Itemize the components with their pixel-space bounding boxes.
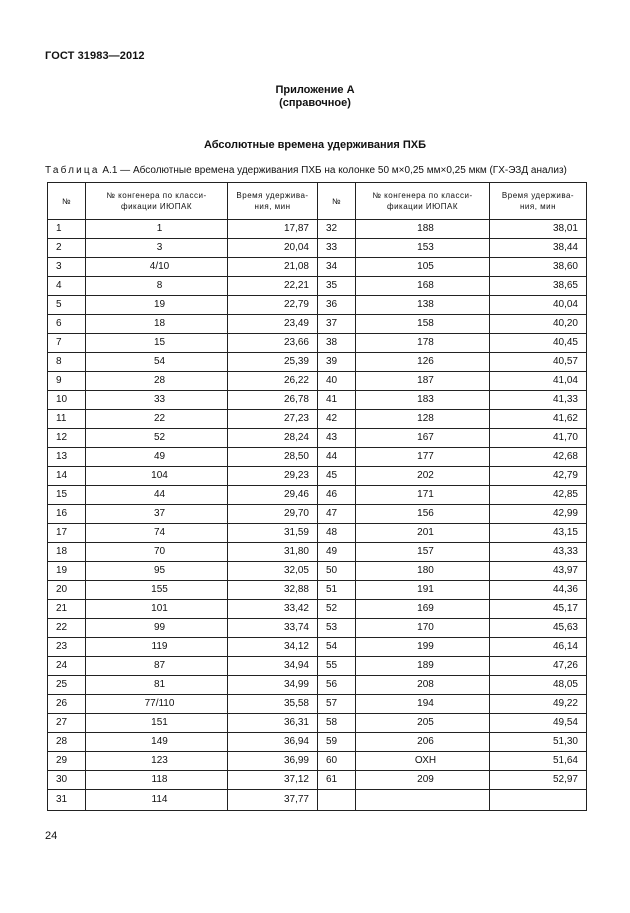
cell-number-left: 21	[48, 600, 86, 619]
cell-congener-right: 209	[356, 771, 490, 790]
cell-time-right: 43,97	[490, 562, 587, 581]
table-caption-prefix: Таблица	[45, 165, 100, 176]
cell-number-left: 24	[48, 657, 86, 676]
cell-time-left: 34,94	[228, 657, 318, 676]
cell-congener-left: 87	[86, 657, 228, 676]
cell-congener-right: 178	[356, 334, 490, 353]
cell-congener-left: 155	[86, 581, 228, 600]
table-row	[48, 676, 587, 695]
cell-congener-right: 128	[356, 410, 490, 429]
cell-time-left: 26,78	[228, 391, 318, 410]
cell-number-left: 28	[48, 733, 86, 752]
cell-time-right: 42,79	[490, 467, 587, 486]
cell-congener-left: 4/10	[86, 258, 228, 277]
table-row	[48, 258, 587, 277]
cell-congener-left: 118	[86, 771, 228, 790]
table-row	[48, 372, 587, 391]
cell-time-left: 37,12	[228, 771, 318, 790]
cell-time-left: 35,58	[228, 695, 318, 714]
cell-time-right: 42,99	[490, 505, 587, 524]
cell-number-right: 46	[318, 486, 356, 505]
cell-congener-left: 3	[86, 239, 228, 258]
cell-number-right: 45	[318, 467, 356, 486]
cell-congener-right: 180	[356, 562, 490, 581]
annex-heading	[0, 84, 630, 110]
cell-congener-right: 169	[356, 600, 490, 619]
header-congener-right: № конгенера по класси- фикации ИЮПАК	[356, 183, 490, 220]
cell-number-right: 55	[318, 657, 356, 676]
cell-time-left: 23,49	[228, 315, 318, 334]
cell-time-right: 38,65	[490, 277, 587, 296]
cell-time-left: 33,74	[228, 619, 318, 638]
cell-number-right: 54	[318, 638, 356, 657]
cell-number-left: 20	[48, 581, 86, 600]
header-time-right: Время удержива- ния, мин	[490, 183, 587, 220]
cell-time-right	[490, 790, 587, 811]
cell-time-right: 41,62	[490, 410, 587, 429]
cell-time-left: 25,39	[228, 353, 318, 372]
cell-number-right: 37	[318, 315, 356, 334]
header-number-right: №	[318, 183, 356, 220]
table-caption-text: А.1 — Абсолютные времена удерживания ПХБ на колонке 50 м×0,25 мм×0,25 мкм (ГХ-ЭЗД анализ)	[99, 165, 567, 176]
cell-time-left: 21,08	[228, 258, 318, 277]
cell-number-left: 9	[48, 372, 86, 391]
table-body	[48, 220, 587, 811]
table-row	[48, 600, 587, 619]
cell-number-right: 35	[318, 277, 356, 296]
cell-congener-right: 171	[356, 486, 490, 505]
cell-congener-right: 187	[356, 372, 490, 391]
page-number: 24	[45, 830, 58, 842]
cell-number-right: 42	[318, 410, 356, 429]
cell-time-right: 38,01	[490, 220, 587, 239]
table-row	[48, 296, 587, 315]
cell-congener-left: 1	[86, 220, 228, 239]
cell-number-right: 58	[318, 714, 356, 733]
cell-congener-left: 149	[86, 733, 228, 752]
cell-number-left: 29	[48, 752, 86, 771]
cell-number-right: 39	[318, 353, 356, 372]
cell-congener-left: 15	[86, 334, 228, 353]
cell-time-right: 48,05	[490, 676, 587, 695]
table-row	[48, 448, 587, 467]
cell-number-left: 12	[48, 429, 86, 448]
table-row	[48, 714, 587, 733]
cell-congener-left: 70	[86, 543, 228, 562]
cell-time-right: 44,36	[490, 581, 587, 600]
cell-time-left: 26,22	[228, 372, 318, 391]
cell-number-left: 18	[48, 543, 86, 562]
table-caption	[45, 165, 590, 176]
cell-congener-left: 54	[86, 353, 228, 372]
cell-time-right: 40,04	[490, 296, 587, 315]
table-row	[48, 790, 587, 811]
cell-number-left: 31	[48, 790, 86, 811]
cell-number-right: 50	[318, 562, 356, 581]
cell-congener-left: 19	[86, 296, 228, 315]
table-row	[48, 771, 587, 790]
cell-time-right: 47,26	[490, 657, 587, 676]
cell-congener-left: 33	[86, 391, 228, 410]
cell-time-right: 43,15	[490, 524, 587, 543]
cell-number-right	[318, 790, 356, 811]
cell-number-right: 51	[318, 581, 356, 600]
cell-number-left: 11	[48, 410, 86, 429]
cell-congener-right: 202	[356, 467, 490, 486]
cell-congener-left: 104	[86, 467, 228, 486]
table-row	[48, 752, 587, 771]
table-row	[48, 429, 587, 448]
cell-congener-right: 168	[356, 277, 490, 296]
table-row	[48, 543, 587, 562]
cell-number-left: 3	[48, 258, 86, 277]
cell-number-left: 15	[48, 486, 86, 505]
cell-number-left: 26	[48, 695, 86, 714]
cell-number-right: 60	[318, 752, 356, 771]
cell-number-left: 13	[48, 448, 86, 467]
cell-congener-left: 95	[86, 562, 228, 581]
cell-congener-left: 49	[86, 448, 228, 467]
section-title: Абсолютные времена удерживания ПХБ	[203, 139, 427, 151]
table-row	[48, 486, 587, 505]
table-row	[48, 391, 587, 410]
cell-time-right: 49,54	[490, 714, 587, 733]
cell-congener-right	[356, 790, 490, 811]
cell-number-left: 23	[48, 638, 86, 657]
cell-congener-left: 119	[86, 638, 228, 657]
cell-time-right: 38,44	[490, 239, 587, 258]
cell-number-left: 8	[48, 353, 86, 372]
cell-time-right: 43,33	[490, 543, 587, 562]
cell-number-left: 1	[48, 220, 86, 239]
cell-number-right: 53	[318, 619, 356, 638]
table-row	[48, 315, 587, 334]
cell-number-right: 32	[318, 220, 356, 239]
cell-congener-left: 123	[86, 752, 228, 771]
header-time-left: Время удержива- ния, мин	[228, 183, 318, 220]
cell-congener-left: 28	[86, 372, 228, 391]
cell-congener-right: 170	[356, 619, 490, 638]
table-row	[48, 657, 587, 676]
cell-congener-right: 158	[356, 315, 490, 334]
cell-number-left: 19	[48, 562, 86, 581]
cell-time-left: 28,50	[228, 448, 318, 467]
table-row	[48, 505, 587, 524]
cell-number-right: 33	[318, 239, 356, 258]
cell-number-right: 59	[318, 733, 356, 752]
cell-congener-left: 52	[86, 429, 228, 448]
cell-time-right: 45,63	[490, 619, 587, 638]
cell-time-left: 33,42	[228, 600, 318, 619]
cell-number-right: 52	[318, 600, 356, 619]
cell-number-left: 5	[48, 296, 86, 315]
cell-time-left: 23,66	[228, 334, 318, 353]
table-row	[48, 239, 587, 258]
cell-congener-left: 37	[86, 505, 228, 524]
cell-time-left: 29,23	[228, 467, 318, 486]
cell-congener-right: 206	[356, 733, 490, 752]
cell-time-left: 17,87	[228, 220, 318, 239]
cell-number-left: 7	[48, 334, 86, 353]
cell-congener-left: 74	[86, 524, 228, 543]
cell-number-right: 41	[318, 391, 356, 410]
cell-number-right: 48	[318, 524, 356, 543]
annex-title: Приложение А	[275, 84, 355, 96]
table-row	[48, 562, 587, 581]
cell-congener-left: 77/110	[86, 695, 228, 714]
cell-congener-right: 199	[356, 638, 490, 657]
cell-time-right: 41,04	[490, 372, 587, 391]
cell-time-right: 40,45	[490, 334, 587, 353]
cell-congener-right: 167	[356, 429, 490, 448]
cell-number-left: 14	[48, 467, 86, 486]
cell-number-right: 47	[318, 505, 356, 524]
table-row	[48, 467, 587, 486]
cell-congener-left: 81	[86, 676, 228, 695]
cell-time-right: 40,20	[490, 315, 587, 334]
cell-number-right: 61	[318, 771, 356, 790]
cell-time-left: 28,24	[228, 429, 318, 448]
cell-congener-left: 8	[86, 277, 228, 296]
cell-number-right: 36	[318, 296, 356, 315]
cell-number-right: 38	[318, 334, 356, 353]
cell-number-right: 34	[318, 258, 356, 277]
annex-subtitle: (справочное)	[279, 97, 351, 109]
cell-congener-left: 44	[86, 486, 228, 505]
cell-congener-right: 153	[356, 239, 490, 258]
cell-number-left: 6	[48, 315, 86, 334]
cell-time-left: 22,79	[228, 296, 318, 315]
cell-time-left: 20,04	[228, 239, 318, 258]
table-header-row	[48, 183, 587, 220]
cell-number-left: 27	[48, 714, 86, 733]
cell-number-left: 25	[48, 676, 86, 695]
cell-time-right: 42,68	[490, 448, 587, 467]
cell-time-right: 41,70	[490, 429, 587, 448]
cell-congener-right: 194	[356, 695, 490, 714]
cell-time-left: 31,59	[228, 524, 318, 543]
retention-times-table	[47, 182, 587, 811]
cell-congener-right: 191	[356, 581, 490, 600]
header-congener-left: № конгенера по класси- фикации ИЮПАК	[86, 183, 228, 220]
cell-time-right: 45,17	[490, 600, 587, 619]
cell-congener-left: 99	[86, 619, 228, 638]
cell-time-right: 52,97	[490, 771, 587, 790]
cell-number-left: 17	[48, 524, 86, 543]
cell-time-left: 29,70	[228, 505, 318, 524]
table-row	[48, 410, 587, 429]
cell-time-right: 51,64	[490, 752, 587, 771]
cell-time-left: 32,05	[228, 562, 318, 581]
document-code: ГОСТ 31983—2012	[45, 50, 145, 62]
cell-time-left: 22,21	[228, 277, 318, 296]
table-row	[48, 334, 587, 353]
cell-number-left: 2	[48, 239, 86, 258]
cell-time-left: 37,77	[228, 790, 318, 811]
cell-time-left: 31,80	[228, 543, 318, 562]
cell-number-left: 30	[48, 771, 86, 790]
cell-number-right: 57	[318, 695, 356, 714]
cell-time-left: 32,88	[228, 581, 318, 600]
cell-number-right: 56	[318, 676, 356, 695]
table-row	[48, 353, 587, 372]
cell-congener-right: 183	[356, 391, 490, 410]
cell-time-right: 46,14	[490, 638, 587, 657]
cell-number-left: 10	[48, 391, 86, 410]
cell-time-left: 34,12	[228, 638, 318, 657]
cell-time-left: 36,94	[228, 733, 318, 752]
cell-number-right: 40	[318, 372, 356, 391]
cell-number-left: 4	[48, 277, 86, 296]
cell-time-left: 29,46	[228, 486, 318, 505]
cell-time-left: 36,31	[228, 714, 318, 733]
cell-congener-left: 114	[86, 790, 228, 811]
cell-number-left: 22	[48, 619, 86, 638]
cell-number-right: 49	[318, 543, 356, 562]
table-row	[48, 220, 587, 239]
table-row	[48, 581, 587, 600]
table-row	[48, 619, 587, 638]
cell-congener-right: 188	[356, 220, 490, 239]
cell-congener-left: 101	[86, 600, 228, 619]
cell-congener-right: 208	[356, 676, 490, 695]
cell-time-right: 42,85	[490, 486, 587, 505]
table-row	[48, 524, 587, 543]
cell-congener-right: 126	[356, 353, 490, 372]
cell-number-right: 44	[318, 448, 356, 467]
cell-time-right: 41,33	[490, 391, 587, 410]
cell-congener-right: 201	[356, 524, 490, 543]
table-row	[48, 733, 587, 752]
cell-congener-right: 105	[356, 258, 490, 277]
cell-time-left: 27,23	[228, 410, 318, 429]
cell-time-left: 36,99	[228, 752, 318, 771]
cell-congener-right: 157	[356, 543, 490, 562]
cell-time-left: 34,99	[228, 676, 318, 695]
cell-congener-right: 156	[356, 505, 490, 524]
header-number-left: №	[48, 183, 86, 220]
cell-congener-right: 138	[356, 296, 490, 315]
cell-number-right: 43	[318, 429, 356, 448]
table-row	[48, 638, 587, 657]
cell-congener-right: 177	[356, 448, 490, 467]
cell-time-right: 38,60	[490, 258, 587, 277]
cell-congener-right: 205	[356, 714, 490, 733]
cell-congener-right: 189	[356, 657, 490, 676]
cell-time-right: 40,57	[490, 353, 587, 372]
table-row	[48, 277, 587, 296]
cell-congener-left: 22	[86, 410, 228, 429]
cell-congener-right: ОХН	[356, 752, 490, 771]
cell-congener-left: 18	[86, 315, 228, 334]
cell-congener-left: 151	[86, 714, 228, 733]
cell-time-right: 51,30	[490, 733, 587, 752]
cell-time-right: 49,22	[490, 695, 587, 714]
table-row	[48, 695, 587, 714]
cell-number-left: 16	[48, 505, 86, 524]
